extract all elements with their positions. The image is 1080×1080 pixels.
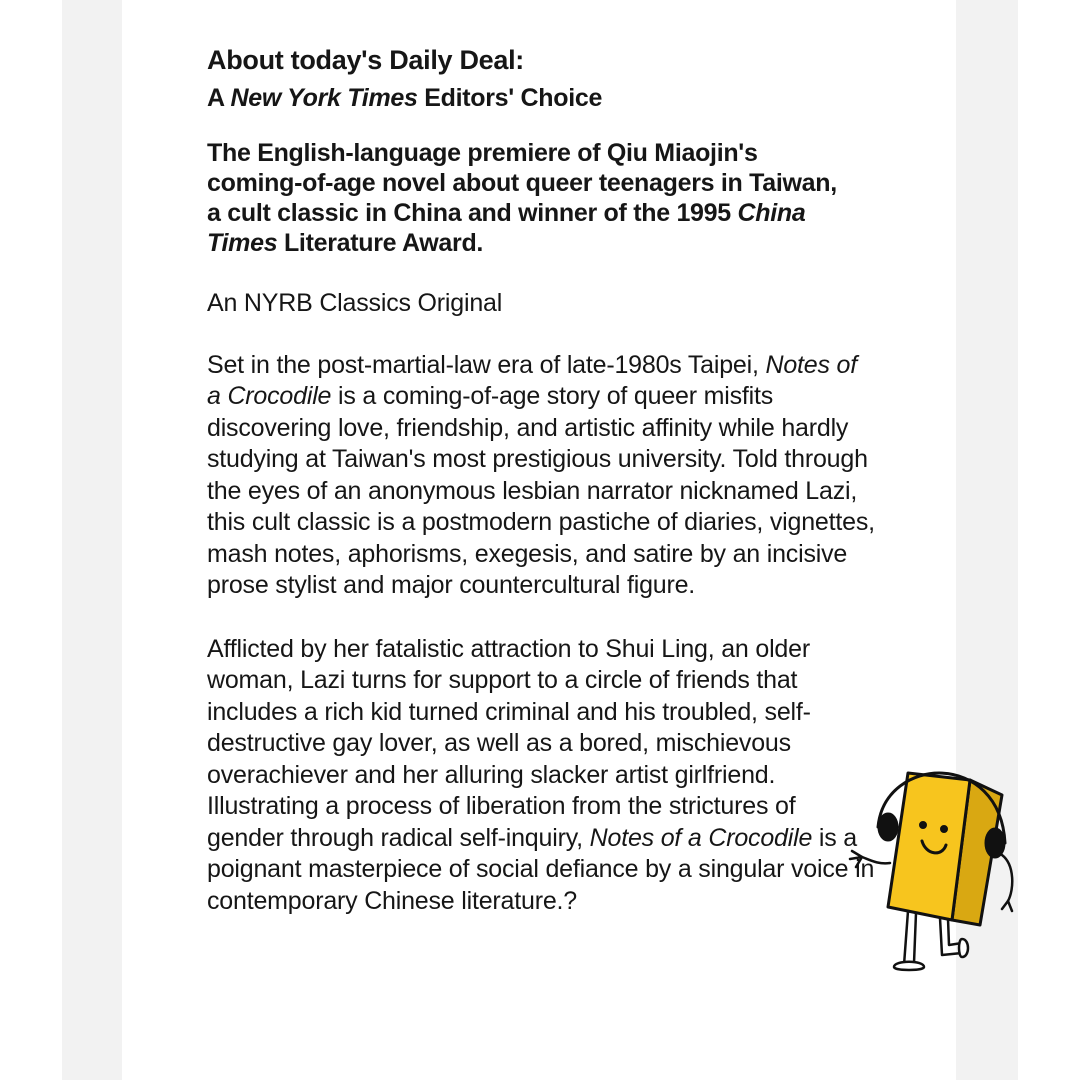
lede-publication: China Times — [207, 199, 806, 257]
left-gutter — [62, 0, 122, 1080]
description1-book-title: Notes of a Crocodile — [207, 350, 857, 410]
subtitle-prefix: A — [207, 84, 231, 112]
page-title: About today's Daily Deal: — [207, 45, 524, 75]
description2-part2: is a poignant masterpiece of social defiance by a singular voice in contemporary Chinese literature.? — [207, 823, 875, 915]
lede-part1: The English-language premiere of Qiu Miaojin's coming-of-age novel about queer teenagers in Taiwan, a cult classic in China and winner of the 1995 — [207, 139, 837, 227]
book-character-with-headphones-icon — [830, 755, 1030, 985]
description1-part1: Set in the post-martial-law era of late-1980s Taipei, — [207, 350, 766, 379]
subtitle-suffix: Editors' Choice — [417, 84, 603, 112]
description2-part1: Afflicted by her fatalistic attraction to Shui Ling, an older woman, Lazi turns for support to a circle of friends that includes a rich kid turned criminal and his troubled, self-destructive gay lover, as well as a bored, mischievous overachiever and her alluring slacker artist girlfriend. Illustrating a process of liberation from the strictures of gender through radical self-inquiry, — [207, 634, 811, 852]
description-paragraph-2 — [207, 634, 877, 918]
description-paragraph-1 — [207, 350, 877, 602]
lede-paragraph — [207, 138, 847, 258]
lede-part2: Literature Award. — [277, 229, 484, 257]
description1-part2: is a coming-of-age story of queer misfits discovering love, friendship, and artistic affinity while hardly studying at Taiwan's most prestigious university. Told through the eyes of an anonymous lesbian narrator nicknamed Lazi, this cult classic is a postmodern pastiche of diaries, vignettes, mash notes, aphorisms, exegesis, and satire by an incisive prose stylist and major countercultural figure. — [207, 382, 875, 599]
imprint-line: An NYRB Classics Original — [207, 289, 503, 317]
editors-choice-line — [207, 80, 887, 116]
description2-book-title: Notes of a Crocodile — [589, 823, 813, 852]
deal-description — [207, 40, 887, 917]
subtitle-publication: New York Times — [230, 84, 418, 112]
